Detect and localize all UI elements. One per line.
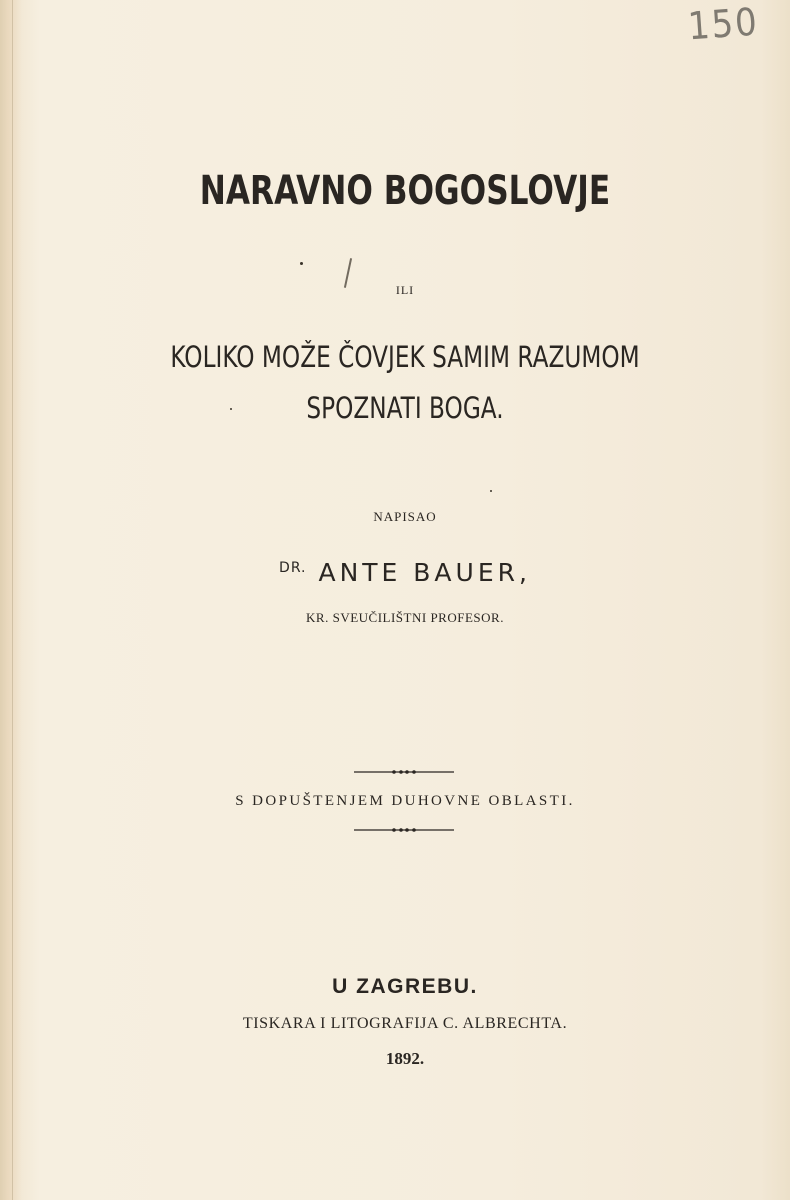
ink-speck [490,490,492,492]
handwritten-page-number: 150 [686,0,761,49]
author-role: KR. SVEUČILIŠTNI PROFESOR. [306,610,504,625]
permission-notice: S DOPUŠTENJEM DUHOVNE OBLASTI. [235,793,575,809]
printer-name: TISKARA I LITOGRAFIJA C. ALBRECHTA. [242,1015,568,1032]
subtitle-line-1: KOLIKO MOŽE ČOVJEK SAMIM RAZUMOM [170,340,640,374]
publication-city: U ZAGREBU. [332,975,478,998]
author-name: ANTE BAUER, [318,558,531,587]
ornamental-rule-bottom [354,825,454,835]
ornamental-rule-top [354,767,454,777]
publication-year: 1892. [385,1049,425,1068]
ink-speck [230,408,232,410]
ink-speck [300,262,303,265]
subtitle-line-2: SPOZNATI BOGA. [306,391,504,425]
conjunction-text: ILI [395,283,415,297]
author-prefix: DR. [279,560,307,576]
author-line [0,558,790,587]
book-title: NARAVNO BOGOSLOVJE [199,168,611,214]
written-by-label: NAPISAO [373,509,437,524]
